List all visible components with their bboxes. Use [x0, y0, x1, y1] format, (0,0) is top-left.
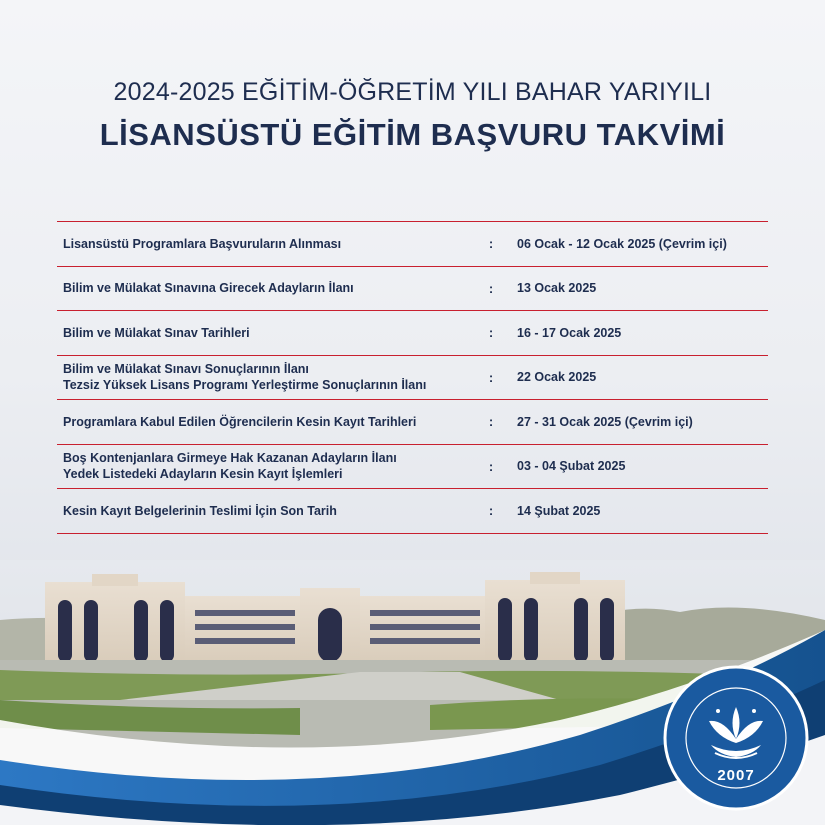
event-label: Boş Kontenjanlara Girmeye Hak Kazanan Adayların İlanı Yedek Listedeki Adayların Kesin Kayıt İşlemleri [63, 451, 397, 482]
event-date: 13 Ocak 2025 [517, 281, 597, 296]
separator: : [488, 325, 494, 341]
event-date: 14 Şubat 2025 [517, 503, 601, 518]
separator: : [488, 236, 494, 252]
event-label: Bilim ve Mülakat Sınavına Girecek Adayların İlanı [63, 281, 354, 296]
schedule-row [57, 400, 768, 445]
event-label: Kesin Kayıt Belgelerinin Teslimi İçin Son Tarih [63, 503, 337, 518]
schedule-row [57, 356, 768, 401]
event-date: 22 Ocak 2025 [517, 370, 597, 385]
title-line-1: 2024-2025 EĞİTİM-ÖĞRETİM YILI BAHAR YARIYILI [113, 78, 712, 106]
event-date: 06 Ocak - 12 Ocak 2025 (Çevrim içi) [517, 236, 727, 251]
event-label: Bilim ve Mülakat Sınav Tarihleri [63, 325, 250, 340]
schedule-table [57, 221, 768, 534]
event-date: 27 - 31 Ocak 2025 (Çevrim içi) [517, 414, 693, 429]
separator: : [488, 369, 494, 385]
schedule-row [57, 489, 768, 534]
separator: : [488, 503, 494, 519]
separator: : [488, 458, 494, 474]
event-label: Programlara Kabul Edilen Öğrencilerin Kesin Kayıt Tarihleri [63, 414, 417, 429]
founding-year: 2007 [717, 767, 755, 784]
university-seal [663, 665, 809, 811]
schedule-row [57, 311, 768, 356]
schedule-row [57, 222, 768, 267]
event-label: Lisansüstü Programlara Başvuruların Alınması [63, 236, 342, 251]
event-date: 03 - 04 Şubat 2025 [517, 459, 626, 474]
header [0, 78, 825, 153]
event-label: Bilim ve Mülakat Sınavı Sonuçlarının İlanı Tezsiz Yüksek Lisans Programı Yerleştirme Sonuçlarının İlanı [63, 362, 427, 393]
schedule-row [57, 267, 768, 312]
title-line-2: LİSANSÜSTÜ EĞİTİM BAŞVURU TAKVİMİ [99, 117, 726, 152]
separator: : [488, 280, 494, 296]
schedule-row [57, 445, 768, 490]
event-date: 16 - 17 Ocak 2025 [517, 325, 622, 340]
separator: : [488, 414, 494, 430]
university-logo [663, 665, 809, 811]
